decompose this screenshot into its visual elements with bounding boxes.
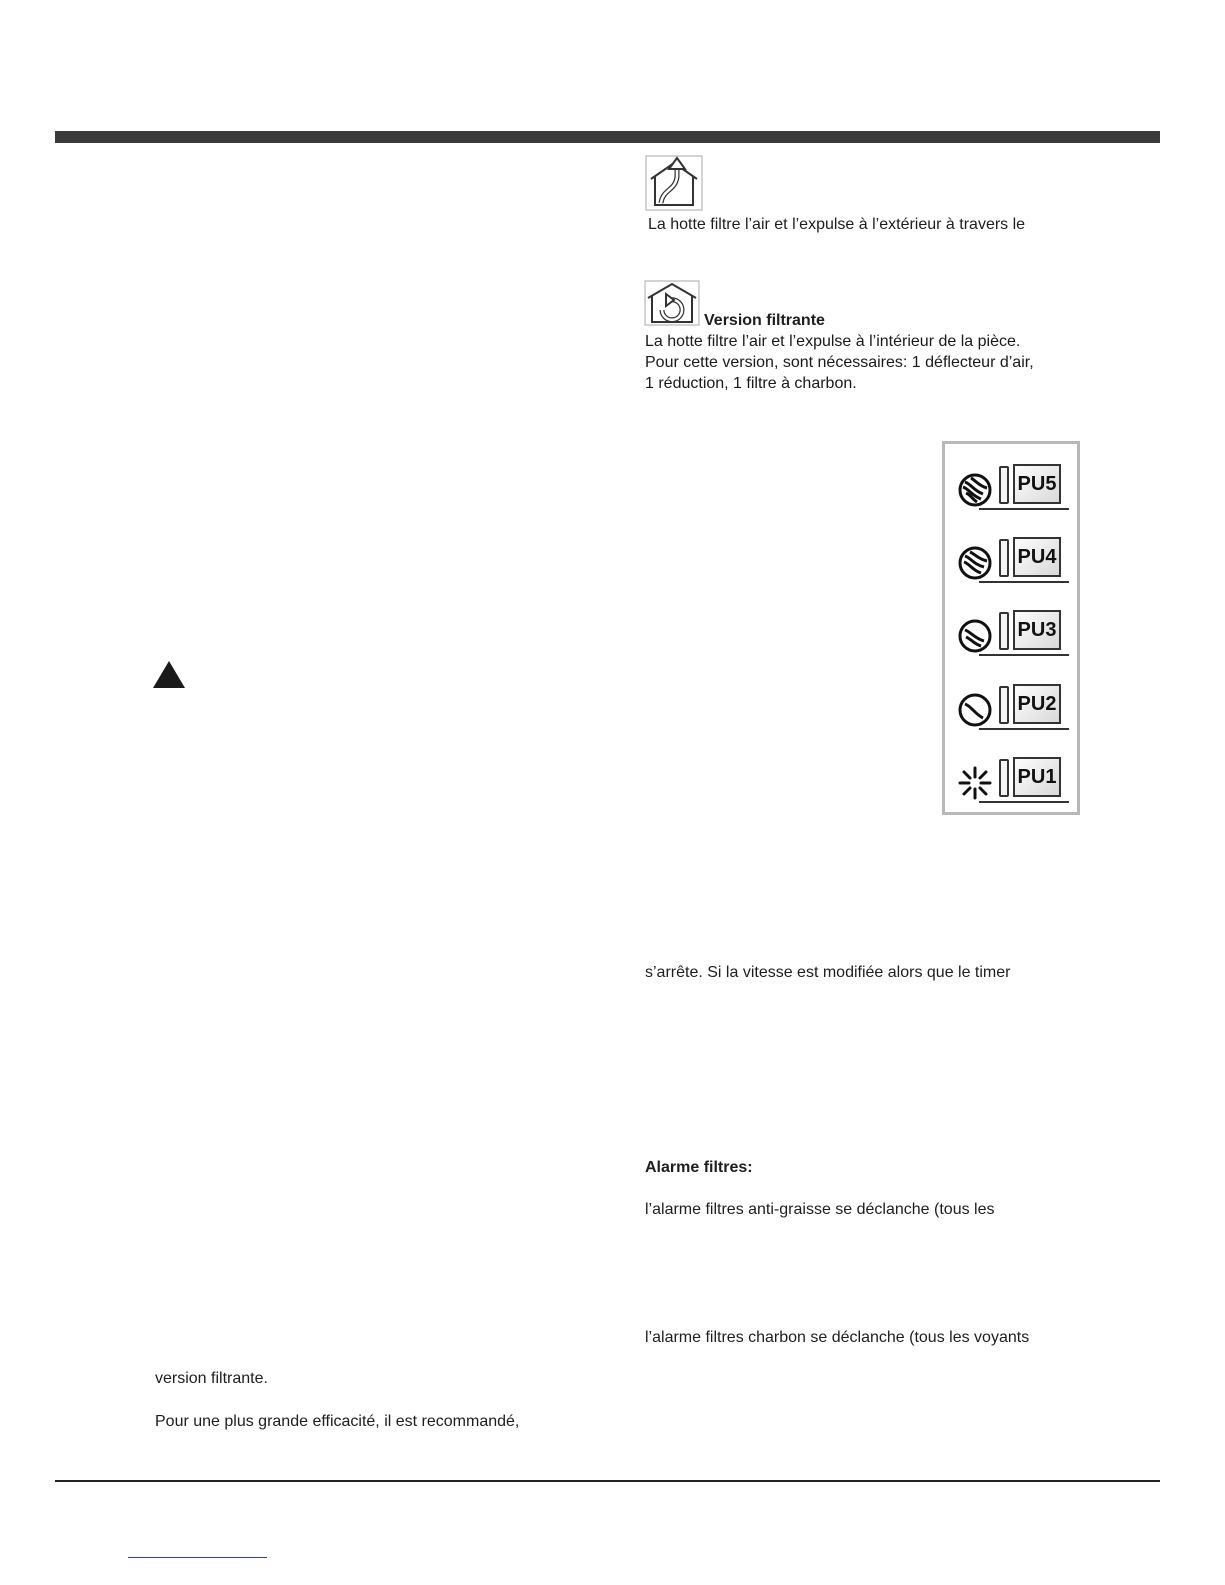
control-key-pu5[interactable] — [955, 462, 1073, 512]
control-key-pu1[interactable] — [955, 755, 1073, 805]
evacuation-text: La hotte filtre l’air et l’expulse à l’extérieur à travers le — [648, 216, 1026, 233]
key-label[interactable]: PU3 — [1013, 610, 1061, 650]
filtrante-description — [645, 331, 1034, 394]
key-label[interactable]: PU5 — [1013, 464, 1061, 504]
filtrante-title: Version filtrante — [704, 312, 825, 329]
alarm-title: Alarme filtres: — [645, 1159, 753, 1176]
control-panel — [942, 441, 1080, 815]
recirculation-house-icon — [644, 280, 700, 326]
filtrante-line: Pour cette version, sont nécessaires: 1 déflecteur d’air, — [645, 354, 1034, 371]
control-key-pu2[interactable] — [955, 682, 1073, 732]
top-rule — [55, 131, 1160, 143]
light-icon — [957, 765, 993, 801]
timer-text: s’arrête. Si la vitesse est modifiée alors que le timer — [645, 964, 1011, 981]
link-underline[interactable] — [128, 1557, 267, 1558]
left-text-line: version filtrante. — [155, 1370, 268, 1387]
key-label[interactable]: PU2 — [1013, 684, 1061, 724]
fan-speed-2-icon — [957, 618, 993, 654]
control-key-pu4[interactable] — [955, 535, 1073, 585]
bottom-rule — [55, 1480, 1160, 1482]
alarm-grease-text: l’alarme filtres anti-graisse se déclanche (tous les — [645, 1201, 995, 1218]
key-underline — [979, 581, 1069, 583]
indicator-led — [999, 759, 1009, 797]
key-underline — [979, 508, 1069, 510]
indicator-led — [999, 686, 1009, 724]
key-underline — [979, 654, 1069, 656]
control-key-pu3[interactable] — [955, 608, 1073, 658]
key-label[interactable]: PU1 — [1013, 757, 1061, 797]
filtrante-line: 1 réduction, 1 filtre à charbon. — [645, 375, 857, 392]
indicator-led — [999, 612, 1009, 650]
alarm-charcoal-text: l’alarme filtres charbon se déclanche (tous les voyants — [645, 1329, 1030, 1346]
warning-triangle-icon — [153, 661, 185, 688]
key-label[interactable]: PU4 — [1013, 537, 1061, 577]
key-underline — [979, 728, 1069, 730]
left-text-line: Pour une plus grande efficacité, il est recommandé, — [155, 1413, 520, 1430]
fan-speed-4-icon — [957, 472, 993, 508]
key-underline — [979, 801, 1069, 803]
fan-speed-1-icon — [957, 692, 993, 728]
indicator-led — [999, 539, 1009, 577]
evacuation-house-icon — [645, 155, 703, 211]
indicator-led — [999, 466, 1009, 504]
filtrante-line: La hotte filtre l’air et l’expulse à l’intérieur de la pièce. — [645, 333, 1021, 350]
fan-speed-3-icon — [957, 545, 993, 581]
